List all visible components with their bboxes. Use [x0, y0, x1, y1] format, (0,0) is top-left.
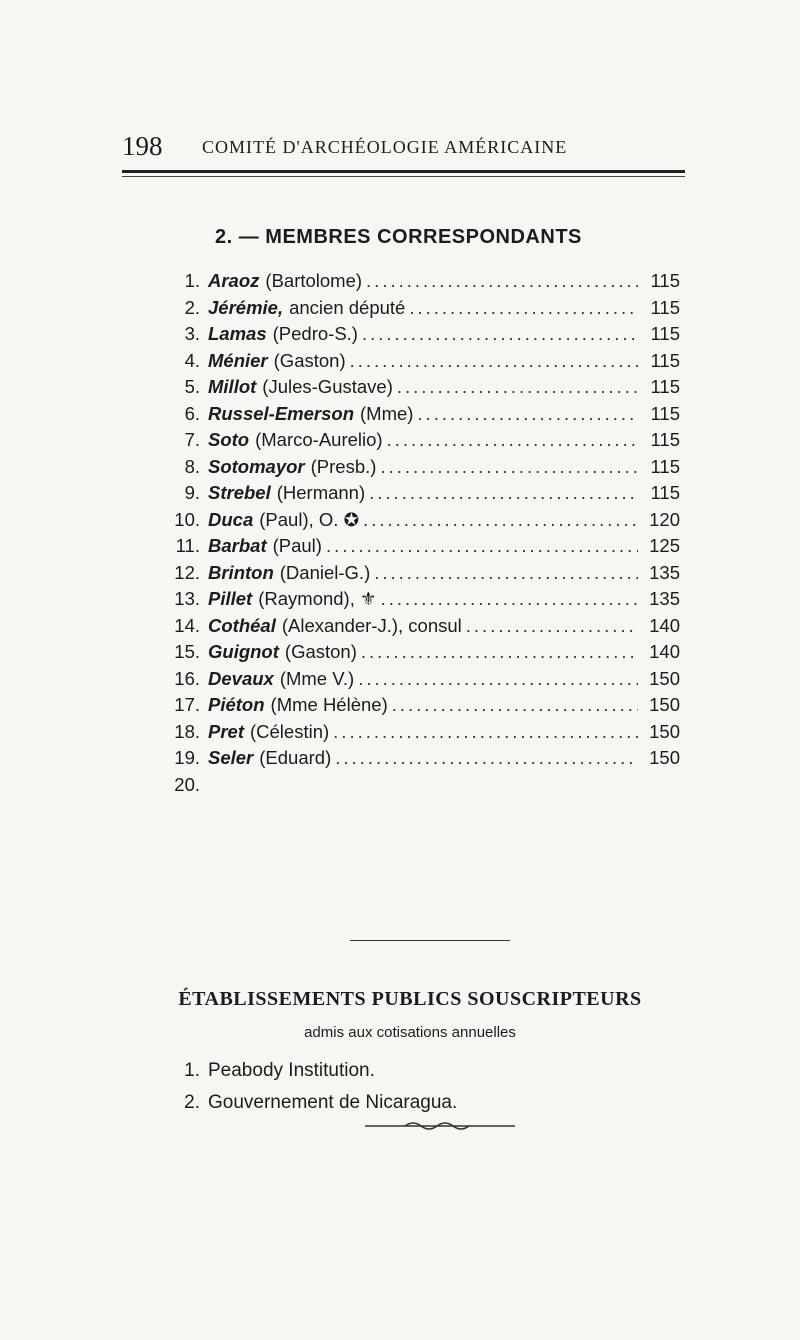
establishment-label: Peabody Institution.: [208, 1060, 375, 1081]
dot-leader: [409, 297, 638, 319]
member-name: Millot: [208, 376, 257, 397]
member-page-ref: 115: [650, 270, 680, 291]
establishment-number: 2.: [184, 1092, 200, 1113]
dot-leader: [387, 429, 638, 451]
member-detail: (Mme Hélène): [270, 694, 388, 715]
member-name: Piéton: [208, 694, 265, 715]
dot-leader: [333, 721, 638, 743]
member-row: [160, 694, 680, 721]
member-page-ref: 150: [649, 667, 680, 689]
dot-leader: [366, 270, 638, 292]
member-name: Sotomayor: [208, 455, 305, 477]
member-number: 14.: [174, 614, 200, 636]
member-page-ref: 115: [650, 323, 680, 344]
member-number: 5.: [184, 376, 200, 397]
member-row: [160, 562, 680, 589]
member-name: Araoz: [208, 270, 260, 291]
member-page-ref: 140: [649, 614, 680, 636]
member-row: [160, 297, 680, 324]
establishment-row: [160, 1060, 457, 1092]
establishments-list: [160, 1060, 457, 1124]
member-name: Brinton: [208, 561, 274, 583]
member-number: 16.: [174, 667, 200, 689]
member-page-ref: 115: [650, 455, 680, 477]
member-page-ref: 125: [649, 535, 680, 556]
member-name: Seler: [208, 747, 254, 768]
member-number: 17.: [174, 694, 200, 715]
member-detail: (Alexander-J.), consul: [281, 614, 462, 636]
dot-leader: [417, 403, 638, 425]
member-page-ref: 115: [650, 482, 680, 503]
member-detail: (Presb.): [310, 455, 377, 477]
member-name: Guignot: [208, 641, 279, 662]
member-number: 18.: [174, 720, 200, 742]
member-number: 6.: [184, 402, 200, 424]
establishments-title: ÉTABLISSEMENTS PUBLICS SOUSCRIPTEURS: [178, 988, 642, 1010]
member-name: Soto: [208, 429, 250, 450]
closing-ornament: [365, 1120, 515, 1132]
member-row: [160, 403, 680, 430]
members-list: [160, 270, 680, 800]
member-detail: (Gaston): [284, 641, 357, 662]
member-detail: (Bartolome): [265, 270, 363, 291]
section-title: 2. — MEMBRES CORRESPONDANTS: [215, 226, 582, 248]
dot-leader: [374, 562, 638, 584]
member-detail: (Paul): [272, 535, 322, 556]
member-row: [160, 376, 680, 403]
member-page-ref: 150: [649, 694, 680, 715]
member-name: Duca: [208, 508, 254, 530]
member-page-ref: 115: [650, 429, 680, 450]
member-row: [160, 615, 680, 642]
establishment-number: 1.: [184, 1060, 200, 1081]
member-detail: (Pedro-S.): [272, 323, 358, 344]
dot-leader: [380, 456, 638, 478]
member-page-ref: 115: [650, 296, 680, 318]
page-number: 198: [122, 131, 163, 161]
dot-leader: [466, 615, 638, 637]
member-row: [160, 641, 680, 668]
member-detail: (Mme): [360, 402, 414, 424]
dot-leader: [335, 747, 638, 769]
member-name: Lamas: [208, 323, 267, 344]
member-name: Strebel: [208, 482, 271, 503]
running-head: COMITÉ D'ARCHÉOLOGIE AMÉRICAINE: [202, 137, 568, 157]
member-detail: (Marco-Aurelio): [255, 429, 383, 450]
member-row: [160, 588, 680, 615]
member-page-ref: 150: [649, 720, 680, 742]
member-name: Devaux: [208, 667, 274, 689]
member-name: Russel-Emerson: [208, 402, 354, 424]
member-row: [160, 535, 680, 562]
member-number: 20.: [174, 773, 200, 795]
member-number: 11.: [175, 535, 200, 556]
member-page-ref: 115: [650, 376, 680, 397]
dot-leader: [362, 323, 638, 345]
member-detail: (Paul), O. ✪: [259, 508, 360, 530]
member-row: [160, 668, 680, 695]
member-row: [160, 482, 680, 509]
member-detail: (Jules-Gustave): [262, 376, 393, 397]
member-number: 7.: [184, 429, 200, 450]
member-detail: (Célestin): [250, 720, 330, 742]
member-detail: (Hermann): [276, 482, 366, 503]
member-number: 19.: [174, 747, 200, 768]
member-row: [160, 350, 680, 377]
member-number: 3.: [184, 323, 200, 344]
member-detail: (Daniel-G.): [279, 561, 371, 583]
member-detail: (Eduard): [259, 747, 332, 768]
member-name: Pillet: [208, 588, 253, 609]
member-row: [160, 429, 680, 456]
header-rule: [122, 170, 685, 173]
member-row: [160, 323, 680, 350]
member-number: 9.: [184, 482, 200, 503]
member-detail: (Mme V.): [279, 667, 355, 689]
member-row: [160, 509, 680, 536]
member-number: 4.: [184, 349, 200, 371]
member-page-ref: 135: [649, 561, 680, 583]
member-number: 13.: [174, 588, 200, 609]
member-name: Cothéal: [208, 614, 276, 636]
member-page-ref: 120: [649, 508, 680, 530]
header-rule-thin: [122, 176, 685, 177]
page-header: [122, 125, 682, 169]
establishment-label: Gouvernement de Nicaragua.: [208, 1092, 458, 1113]
dot-leader: [358, 668, 638, 690]
member-number: 8.: [184, 455, 200, 477]
member-number: 10.: [174, 508, 200, 530]
member-page-ref: 150: [649, 747, 680, 768]
member-page-ref: 115: [650, 402, 680, 424]
member-detail: (Raymond), ⚜: [258, 588, 377, 609]
member-row: [160, 270, 680, 297]
dot-leader: [392, 694, 638, 716]
member-row: [160, 774, 680, 801]
member-number: 2.: [184, 296, 200, 318]
dot-leader: [350, 350, 638, 372]
member-row: [160, 456, 680, 483]
member-number: 15.: [174, 641, 200, 662]
dot-leader: [397, 376, 638, 398]
member-detail: (Gaston): [273, 349, 346, 371]
establishments-subtitle: admis aux cotisations annuelles: [304, 1024, 516, 1041]
member-detail: ancien député: [289, 296, 406, 318]
member-number: 1.: [184, 270, 200, 291]
member-row: [160, 747, 680, 774]
member-row: [160, 721, 680, 748]
member-name: Pret: [208, 720, 244, 742]
member-number: 12.: [174, 561, 200, 583]
member-page-ref: 140: [649, 641, 680, 662]
dot-leader: [369, 482, 638, 504]
dot-leader: [361, 641, 638, 663]
dot-leader: [381, 588, 638, 610]
member-name: Jérémie,: [208, 296, 284, 318]
dot-leader: [326, 535, 638, 557]
dot-leader: [363, 509, 638, 531]
section-separator: [350, 940, 510, 941]
member-page-ref: 115: [650, 349, 680, 371]
member-name: Ménier: [208, 349, 268, 371]
member-name: Barbat: [208, 535, 267, 556]
member-page-ref: 135: [649, 588, 680, 609]
